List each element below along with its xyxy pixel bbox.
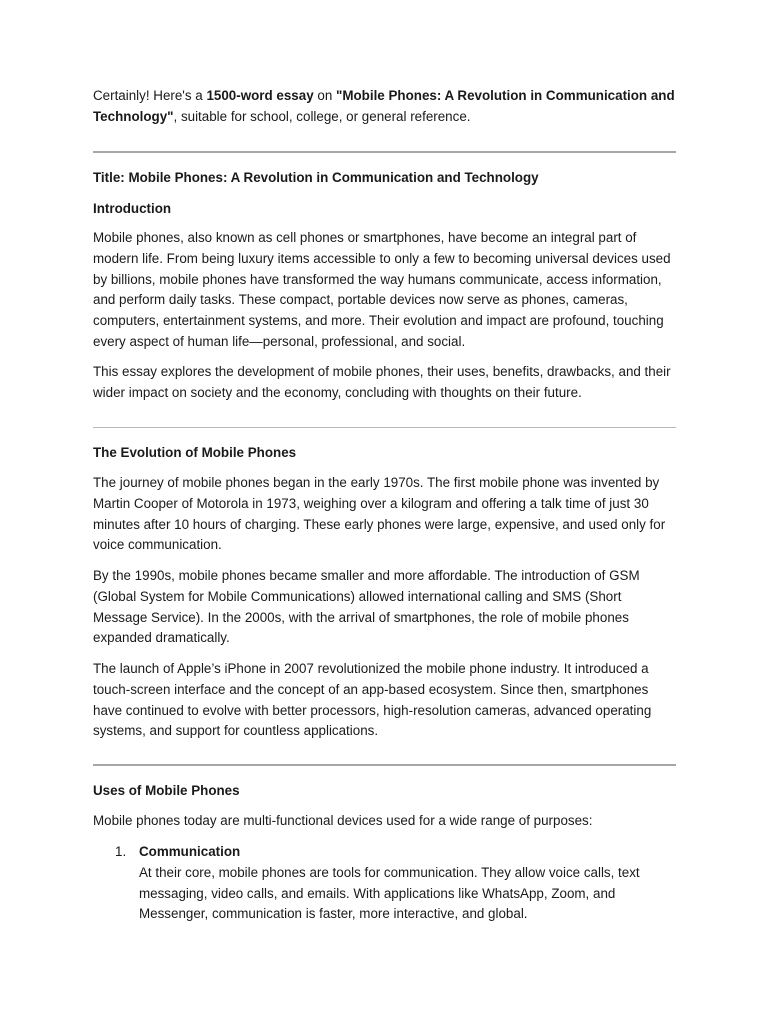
list-item-number: 1. bbox=[115, 844, 127, 859]
essay-title: Title: Mobile Phones: A Revolution in Communication and Technology bbox=[93, 170, 539, 185]
intro-bold-2: "Mobile Phones: A Revolution in Communication and Technology" bbox=[93, 88, 675, 124]
uses-heading: Uses of Mobile Phones bbox=[93, 783, 240, 798]
introduction-paragraph-2: This essay explores the development of mobile phones, their uses, benefits, drawbacks, and their wider impact on society and the economy, concluding with thoughts on their future. bbox=[93, 364, 671, 400]
intro-text-3: , suitable for school, college, or general reference. bbox=[173, 108, 471, 124]
intro-bold-1: 1500-word essay bbox=[206, 88, 314, 103]
evolution-paragraph-3: The launch of Apple’s iPhone in 2007 revolutionized the mobile phone industry. It introduced a touch-screen interface and the concept of an app-based ecosystem. Since then, smartphones have continued to evolve with better processors, high-resolution cameras, advanced operating systems, and support for countless applications. bbox=[93, 661, 652, 739]
list-item-title: Communication bbox=[139, 844, 241, 859]
evolution-heading: The Evolution of Mobile Phones bbox=[93, 445, 297, 460]
introduction-paragraph-1: Mobile phones, also known as cell phones or smartphones, have become an integral part of modern life. From being luxury items accessible to only a few to becoming universal devices used by billions, mobile phones have transformed the way humans communicate, access information, and perform daily tasks. These compact, portable devices now serve as phones, cameras, computers, entertainment systems, and more. Their evolution and impact are profound, touching every aspect of human life—personal, professional, and social. bbox=[93, 230, 671, 349]
intro-text-2: on bbox=[313, 88, 336, 103]
intro-line bbox=[93, 86, 677, 128]
evolution-paragraph-2: By the 1990s, mobile phones became smaller and more affordable. The introduction of GSM (Global System for Mobile Communications) allowed international calling and SMS (Short Message Service). In the 2000s, with the arrival of smartphones, the role of mobile phones expanded dramatically. bbox=[93, 568, 640, 646]
divider bbox=[93, 764, 676, 766]
intro-text-1: Certainly! Here's a bbox=[93, 88, 207, 103]
divider bbox=[93, 427, 676, 428]
uses-paragraph-1: Mobile phones today are multi-functional devices used for a wide range of purposes: bbox=[93, 813, 593, 828]
introduction-heading: Introduction bbox=[93, 201, 172, 216]
list-item-text: At their core, mobile phones are tools for communication. They allow voice calls, text messaging, video calls, and emails. With applications like WhatsApp, Zoom, and Messenger, communication is faster, more interactive, and global. bbox=[139, 864, 640, 922]
divider bbox=[93, 151, 676, 153]
evolution-paragraph-1: The journey of mobile phones began in the early 1970s. The first mobile phone was invented by Martin Cooper of Motorola in 1973, weighing over a kilogram and offering a talk time of just 30 minutes after 10 hours of charging. These early phones were large, expensive, and used only for voice communication. bbox=[93, 475, 666, 553]
